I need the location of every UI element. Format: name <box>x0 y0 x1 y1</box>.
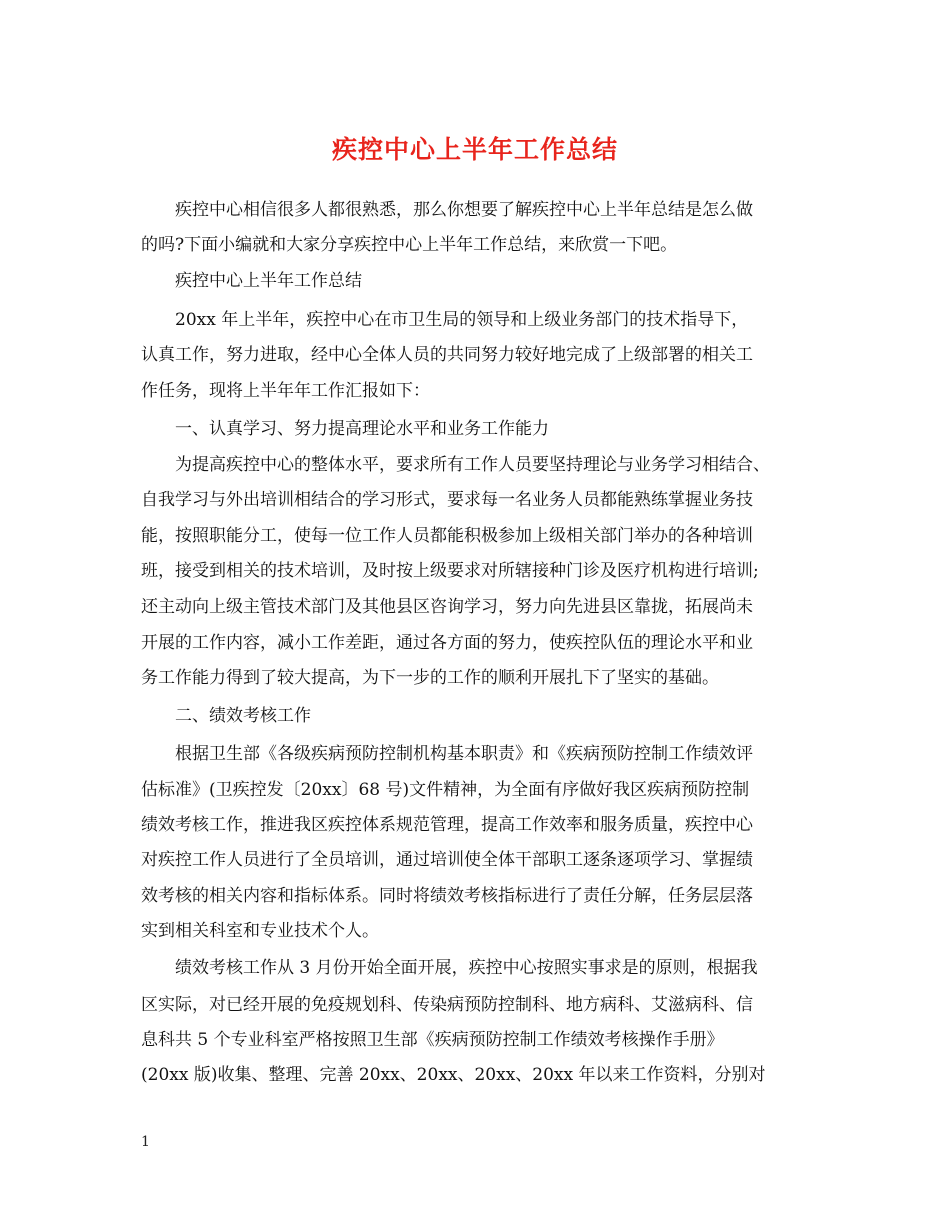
page-number: 1 <box>141 1134 150 1150</box>
body-line: 还主动向上级主管技术部门及其他县区咨询学习，努力向先进县区靠拢，拓展尚未 <box>141 597 753 617</box>
body-line: (20xx 版)收集、整理、完善 20xx、20xx、20xx、20xx 年以来工作资料，分别对 <box>141 1065 766 1085</box>
body-line: 作任务，现将上半年年工作汇报如下： <box>141 381 430 401</box>
body-line: 一、认真学习、努力提高理论水平和业务工作能力 <box>175 419 549 439</box>
body-line: 对疾控工作人员进行了全员培训，通过培训使全体干部职工逐条逐项学习、掌握绩 <box>141 850 753 870</box>
body-line: 疾控中心上半年工作总结 <box>175 271 362 291</box>
body-line: 效考核的相关内容和指标体系。同时将绩效考核指标进行了责任分解，任务层层落 <box>141 886 753 906</box>
body-line: 自我学习与外出培训相结合的学习形式，要求每一名业务人员都能熟练掌握业务技 <box>141 490 753 510</box>
body-line: 的吗?下面小编就和大家分享疾控中心上半年工作总结，来欣赏一下吧。 <box>141 235 678 255</box>
body-line: 为提高疾控中心的整体水平，要求所有工作人员要坚持理论与业务学习相结合、 <box>175 455 770 475</box>
body-line: 班，接受到相关的技术培训，及时按上级要求对所辖接种门诊及医疗机构进行培训; <box>141 561 759 581</box>
body-line: 疾控中心相信很多人都很熟悉，那么你想要了解疾控中心上半年总结是怎么做 <box>175 200 753 220</box>
body-line: 区实际，对已经开展的免疫规划科、传染病预防控制科、地方病科、艾滋病科、信 <box>141 995 753 1015</box>
body-line: 实到相关科室和专业技术个人。 <box>141 921 379 941</box>
body-line: 息科共 5 个专业科室严格按照卫生部《疾病预防控制工作绩效考核操作手册》 <box>141 1030 724 1050</box>
document-title: 疾控中心上半年工作总结 <box>331 135 618 164</box>
body-line: 绩效考核工作从 3 月份开始全面开展，疾控中心按照实事求是的原则，根据我 <box>175 958 758 978</box>
body-line: 二、绩效考核工作 <box>175 706 311 726</box>
body-line: 务工作能力得到了较大提高，为下一步的工作的顺利开展扎下了坚实的基础。 <box>141 668 719 688</box>
body-line: 能，按照职能分工，使每一位工作人员都能积极参加上级相关部门举办的各种培训 <box>141 526 753 546</box>
body-line: 估标准》(卫疾控发〔20xx〕68 号)文件精神，为全面有序做好我区疾病预防控制 <box>141 780 750 800</box>
body-line: 开展的工作内容，减小工作差距，通过各方面的努力，使疾控队伍的理论水平和业 <box>141 633 753 653</box>
body-line: 认真工作，努力进取，经中心全体人员的共同努力较好地完成了上级部署的相关工 <box>141 345 753 365</box>
body-line: 绩效考核工作，推进我区疾控体系规范管理，提高工作效率和服务质量，疾控中心 <box>141 815 753 835</box>
body-line: 根据卫生部《各级疾病预防控制机构基本职责》和《疾病预防控制工作绩效评 <box>175 744 753 764</box>
body-line: 20xx 年上半年，疾控中心在市卫生局的领导和上级业务部门的技术指导下， <box>175 310 749 330</box>
